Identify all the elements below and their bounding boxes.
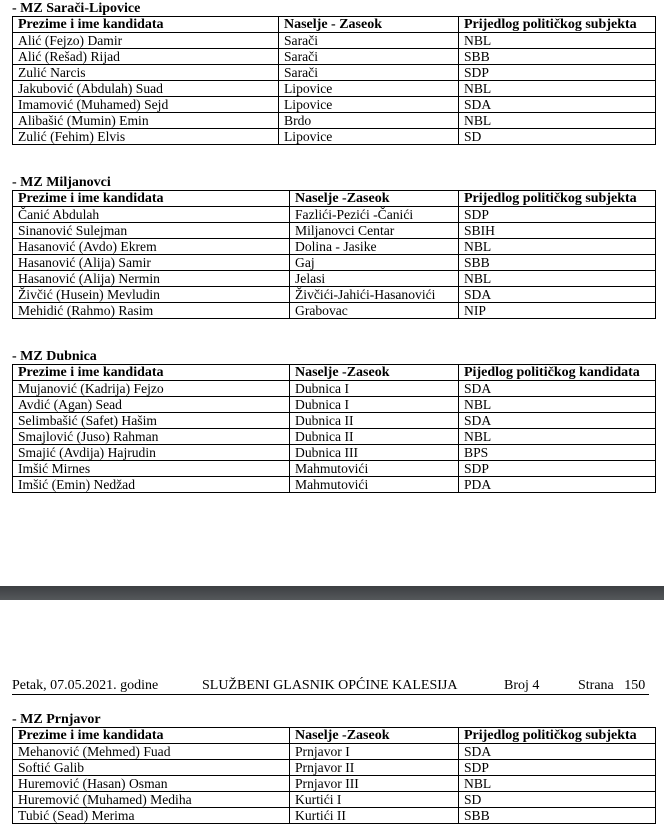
cell-settlement: Mahmutovići (290, 477, 459, 493)
cell-candidate-name: Avdić (Agan) Sead (13, 397, 290, 413)
page-running-header (12, 677, 649, 695)
table-row (13, 776, 656, 792)
cell-settlement: Brdo (279, 113, 459, 129)
table-row (13, 792, 656, 808)
cell-candidate-name: Mehidić (Rahmo) Rasim (13, 303, 290, 319)
cell-candidate-name: Smajlović (Juso) Rahman (13, 429, 290, 445)
candidates-table (12, 364, 656, 493)
cell-party: NBL (459, 429, 656, 445)
cell-party: NBL (459, 776, 656, 792)
cell-party: SDP (459, 760, 656, 776)
cell-settlement: Lipovice (279, 97, 459, 113)
cell-candidate-name: Alić (Fejzo) Damir (13, 33, 279, 49)
table-row (13, 255, 656, 271)
table-row (13, 429, 656, 445)
table-row (13, 287, 656, 303)
cell-candidate-name: Alić (Rešad) Rijad (13, 49, 279, 65)
table-row (13, 49, 656, 65)
cell-party: SBIH (459, 223, 656, 239)
column-header-party: Prijedlog političkog subjekta (459, 728, 656, 744)
cell-party: SBB (459, 255, 656, 271)
cell-settlement: Dubnica II (290, 413, 459, 429)
column-header-name: Prezime i ime kandidata (13, 365, 290, 381)
cell-candidate-name: Zulić (Fehim) Elvis (13, 129, 279, 145)
table-row (13, 744, 656, 760)
cell-candidate-name: Alibašić (Mumin) Emin (13, 113, 279, 129)
table-row (13, 239, 656, 255)
column-header-party: Prijedlog političkog subjekta (459, 17, 656, 33)
table-row (13, 113, 656, 129)
cell-settlement: Lipovice (279, 81, 459, 97)
table-row (13, 223, 656, 239)
column-header-settlement: Naselje - Zaseok (279, 17, 459, 33)
cell-party: SD (459, 792, 656, 808)
section-miljanovci (12, 175, 656, 319)
header-publication: SLUŽBENI GLASNIK OPĆINE KALESIJA (202, 678, 458, 693)
cell-party: SDP (459, 207, 656, 223)
cell-settlement: Dubnica III (290, 445, 459, 461)
cell-candidate-name: Mujanović (Kadrija) Fejzo (13, 381, 290, 397)
cell-settlement: Kurtići II (290, 808, 459, 824)
cell-candidate-name: Mehanović (Mehmed) Fuad (13, 744, 290, 760)
cell-candidate-name: Imšić Mirnes (13, 461, 290, 477)
cell-settlement: Miljanovci Centar (290, 223, 459, 239)
table-row (13, 207, 656, 223)
table-row (13, 33, 656, 49)
cell-party: SDA (459, 97, 656, 113)
cell-candidate-name: Jakubović (Abdulah) Suad (13, 81, 279, 97)
section-title: - MZ Prnjavor (12, 712, 101, 727)
cell-settlement: Jelasi (290, 271, 459, 287)
cell-settlement: Sarači (279, 65, 459, 81)
column-header-name: Prezime i ime kandidata (13, 17, 279, 33)
cell-party: NBL (459, 81, 656, 97)
cell-party: BPS (459, 445, 656, 461)
table-header-row (13, 191, 656, 207)
cell-settlement: Prnjavor III (290, 776, 459, 792)
column-header-party: Prijedlog političkog subjekta (459, 191, 656, 207)
candidates-table (12, 16, 656, 145)
cell-party: SBB (459, 808, 656, 824)
table-row (13, 397, 656, 413)
table-row (13, 271, 656, 287)
cell-candidate-name: Tubić (Sead) Merima (13, 808, 290, 824)
cell-candidate-name: Zulić Narcis (13, 65, 279, 81)
cell-settlement: Sarači (279, 49, 459, 65)
cell-candidate-name: Imamović (Muhamed) Sejd (13, 97, 279, 113)
section-title: - MZ Sarači-Lipovice (12, 1, 141, 16)
page-separator (0, 586, 664, 600)
cell-candidate-name: Smajić (Avdija) Hajrudin (13, 445, 290, 461)
cell-party: SBB (459, 49, 656, 65)
section-prnjavor (12, 712, 656, 824)
cell-party: NIP (459, 303, 656, 319)
table-row (13, 461, 656, 477)
cell-party: NBL (459, 239, 656, 255)
table-row (13, 808, 656, 824)
table-header-row (13, 17, 656, 33)
table-row (13, 65, 656, 81)
column-header-name: Prezime i ime kandidata (13, 191, 290, 207)
cell-settlement: Dubnica I (290, 381, 459, 397)
cell-settlement: Gaj (290, 255, 459, 271)
column-header-settlement: Naselje -Zaseok (290, 728, 459, 744)
table-row (13, 381, 656, 397)
cell-candidate-name: Huremović (Hasan) Osman (13, 776, 290, 792)
header-date: Petak, 07.05.2021. godine (12, 678, 159, 693)
table-header-row (13, 728, 656, 744)
cell-settlement: Sarači (279, 33, 459, 49)
table-row (13, 129, 656, 145)
cell-settlement: Dubnica I (290, 397, 459, 413)
table-row (13, 303, 656, 319)
cell-settlement: Kurtići I (290, 792, 459, 808)
cell-party: SDA (459, 744, 656, 760)
header-page-number: Strana 150 (578, 678, 646, 693)
section-title: - MZ Dubnica (12, 349, 97, 364)
cell-candidate-name: Softić Galib (13, 760, 290, 776)
cell-candidate-name: Hasanović (Avdo) Ekrem (13, 239, 290, 255)
section-title: - MZ Miljanovci (12, 175, 111, 190)
section-saraci-lipovice (12, 1, 656, 145)
cell-party: NBL (459, 113, 656, 129)
cell-party: SDA (459, 381, 656, 397)
cell-party: SDA (459, 413, 656, 429)
column-header-settlement: Naselje -Zaseok (290, 191, 459, 207)
table-row (13, 477, 656, 493)
cell-party: SDP (459, 461, 656, 477)
cell-settlement: Živčići-Jahići-Hasanovići (290, 287, 459, 303)
cell-candidate-name: Sinanović Sulejman (13, 223, 290, 239)
cell-settlement: Lipovice (279, 129, 459, 145)
candidates-table (12, 190, 656, 319)
cell-candidate-name: Čanić Abdulah (13, 207, 290, 223)
cell-party: NBL (459, 33, 656, 49)
table-header-row (13, 365, 656, 381)
cell-candidate-name: Hasanović (Alija) Samir (13, 255, 290, 271)
cell-settlement: Fazlići-Pezići -Čanići (290, 207, 459, 223)
cell-party: SDA (459, 287, 656, 303)
cell-settlement: Grabovac (290, 303, 459, 319)
cell-party: PDA (459, 477, 656, 493)
cell-candidate-name: Hasanović (Alija) Nermin (13, 271, 290, 287)
cell-party: NBL (459, 271, 656, 287)
cell-settlement: Mahmutovići (290, 461, 459, 477)
cell-candidate-name: Imšić (Emin) Nedžad (13, 477, 290, 493)
column-header-name: Prezime i ime kandidata (13, 728, 290, 744)
table-row (13, 413, 656, 429)
candidates-table (12, 727, 656, 824)
column-header-party: Pijedlog političkog kandidata (459, 365, 656, 381)
section-dubnica (12, 349, 656, 493)
table-row (13, 81, 656, 97)
cell-candidate-name: Selimbašić (Safet) Hašim (13, 413, 290, 429)
cell-settlement: Dolina - Jasike (290, 239, 459, 255)
cell-settlement: Prnjavor II (290, 760, 459, 776)
cell-settlement: Prnjavor I (290, 744, 459, 760)
cell-settlement: Dubnica II (290, 429, 459, 445)
cell-party: SDP (459, 65, 656, 81)
table-row (13, 445, 656, 461)
table-row (13, 760, 656, 776)
cell-party: SD (459, 129, 656, 145)
cell-party: NBL (459, 397, 656, 413)
cell-candidate-name: Živčić (Husein) Mevludin (13, 287, 290, 303)
column-header-settlement: Naselje -Zaseok (290, 365, 459, 381)
cell-candidate-name: Huremović (Muhamed) Mediha (13, 792, 290, 808)
table-row (13, 97, 656, 113)
header-issue: Broj 4 (504, 678, 540, 693)
